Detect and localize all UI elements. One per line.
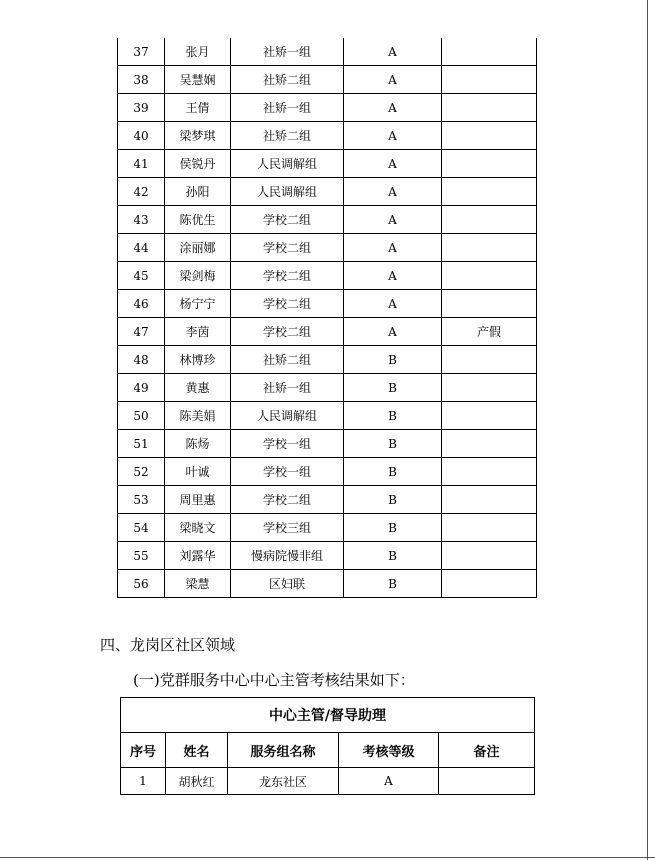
cell-name: 李茵	[165, 318, 231, 346]
cell-grade: B	[344, 346, 442, 374]
cell-grade: A	[344, 122, 442, 150]
table-row	[118, 150, 537, 178]
page-right-edge	[647, 0, 648, 860]
cell-grade: A	[344, 262, 442, 290]
cell-group: 慢病院慢非组	[231, 542, 344, 570]
cell-note	[442, 486, 537, 514]
table-row	[118, 178, 537, 206]
section-heading: 四、龙岗区社区领域	[100, 636, 236, 654]
table-row	[118, 318, 537, 346]
cell-no: 45	[118, 262, 165, 290]
table-row	[118, 262, 537, 290]
cell-group: 社矫二组	[231, 122, 344, 150]
cell-group: 学校二组	[231, 290, 344, 318]
cell-note	[442, 542, 537, 570]
cell-no: 52	[118, 458, 165, 486]
cell-group: 社矫一组	[231, 374, 344, 402]
cell-grade: B	[344, 514, 442, 542]
page-bottom-edge	[0, 857, 655, 858]
table-row	[121, 768, 535, 795]
cell-name: 叶诚	[165, 458, 231, 486]
cell-note	[442, 570, 537, 598]
cell-group: 社矫二组	[231, 346, 344, 374]
cell-group: 学校二组	[231, 262, 344, 290]
cell-grade: B	[344, 458, 442, 486]
cell-group: 区妇联	[231, 570, 344, 598]
cell-name: 陈炀	[165, 430, 231, 458]
cell-no: 55	[118, 542, 165, 570]
table-row	[118, 38, 537, 66]
cell-grade: A	[344, 290, 442, 318]
cell-no: 50	[118, 402, 165, 430]
table-row	[118, 570, 537, 598]
cell-grade: A	[339, 768, 439, 795]
cell-no: 53	[118, 486, 165, 514]
cell-no: 56	[118, 570, 165, 598]
cell-group: 学校二组	[231, 206, 344, 234]
cell-note	[442, 430, 537, 458]
cell-name: 孙阳	[165, 178, 231, 206]
cell-name: 陈美娟	[165, 402, 231, 430]
cell-no: 40	[118, 122, 165, 150]
cell-no: 1	[121, 768, 166, 795]
cell-grade: A	[344, 318, 442, 346]
cell-note	[442, 38, 537, 66]
cell-note	[442, 402, 537, 430]
cell-grade: B	[344, 430, 442, 458]
column-header-no: 序号	[121, 733, 166, 768]
column-header-grade: 考核等级	[339, 733, 439, 768]
table-row	[118, 94, 537, 122]
cell-name: 梁晓文	[165, 514, 231, 542]
cell-name: 梁梦琪	[165, 122, 231, 150]
cell-note	[442, 122, 537, 150]
cell-group: 人民调解组	[231, 178, 344, 206]
cell-no: 46	[118, 290, 165, 318]
cell-note	[442, 374, 537, 402]
cell-note	[442, 262, 537, 290]
table-row	[118, 486, 537, 514]
cell-grade: A	[344, 234, 442, 262]
cell-group: 学校二组	[231, 486, 344, 514]
column-header-name: 姓名	[166, 733, 228, 768]
cell-group: 学校三组	[231, 514, 344, 542]
cell-no: 49	[118, 374, 165, 402]
cell-note	[442, 66, 537, 94]
cell-grade: B	[344, 374, 442, 402]
table-row	[118, 66, 537, 94]
cell-no: 44	[118, 234, 165, 262]
cell-group: 人民调解组	[231, 402, 344, 430]
column-header-group: 服务组名称	[228, 733, 339, 768]
cell-name: 涂丽娜	[165, 234, 231, 262]
cell-name: 杨宁宁	[165, 290, 231, 318]
cell-name: 周里惠	[165, 486, 231, 514]
cell-no: 48	[118, 346, 165, 374]
cell-grade: B	[344, 486, 442, 514]
cell-grade: A	[344, 178, 442, 206]
cell-note	[442, 94, 537, 122]
cell-grade: A	[344, 38, 442, 66]
cell-grade: A	[344, 94, 442, 122]
table-row	[118, 402, 537, 430]
table-row	[118, 206, 537, 234]
cell-name: 胡秋红	[166, 768, 228, 795]
cell-group: 学校二组	[231, 318, 344, 346]
cell-name: 林博珍	[165, 346, 231, 374]
table-title: 中心主管/督导助理	[121, 698, 535, 733]
table-row	[118, 122, 537, 150]
cell-name: 梁剑梅	[165, 262, 231, 290]
table-row	[118, 346, 537, 374]
table-row	[118, 374, 537, 402]
cell-note	[442, 150, 537, 178]
cell-no: 43	[118, 206, 165, 234]
cell-note	[442, 206, 537, 234]
cell-no: 41	[118, 150, 165, 178]
cell-note	[442, 514, 537, 542]
table-row	[118, 234, 537, 262]
cell-name: 王倩	[165, 94, 231, 122]
cell-note: 产假	[442, 318, 537, 346]
cell-no: 39	[118, 94, 165, 122]
cell-group: 学校二组	[231, 234, 344, 262]
table-row	[118, 458, 537, 486]
cell-group: 学校一组	[231, 458, 344, 486]
assessment-table-continued	[117, 38, 537, 598]
cell-grade: A	[344, 66, 442, 94]
cell-group: 学校一组	[231, 430, 344, 458]
cell-group: 社矫二组	[231, 66, 344, 94]
cell-no: 54	[118, 514, 165, 542]
cell-note	[442, 234, 537, 262]
table-row	[118, 542, 537, 570]
cell-grade: B	[344, 570, 442, 598]
cell-no: 51	[118, 430, 165, 458]
cell-grade: B	[344, 542, 442, 570]
cell-name: 黄惠	[165, 374, 231, 402]
table-row	[118, 430, 537, 458]
subsection-heading: (一)党群服务中心中心主管考核结果如下：	[133, 671, 415, 689]
cell-grade: A	[344, 206, 442, 234]
cell-name: 梁慧	[165, 570, 231, 598]
cell-name: 陈优生	[165, 206, 231, 234]
table-row	[118, 514, 537, 542]
cell-note	[442, 346, 537, 374]
cell-note	[439, 768, 535, 795]
table-row	[118, 290, 537, 318]
cell-name: 吴慧娴	[165, 66, 231, 94]
cell-group: 人民调解组	[231, 150, 344, 178]
cell-group: 龙东社区	[228, 768, 339, 795]
cell-grade: A	[344, 150, 442, 178]
column-header-note: 备注	[439, 733, 535, 768]
cell-name: 侯锐丹	[165, 150, 231, 178]
cell-note	[442, 290, 537, 318]
cell-note	[442, 458, 537, 486]
cell-no: 42	[118, 178, 165, 206]
cell-no: 38	[118, 66, 165, 94]
cell-group: 社矫一组	[231, 94, 344, 122]
cell-name: 刘露华	[165, 542, 231, 570]
supervisor-assessment-table	[120, 697, 535, 795]
cell-grade: B	[344, 402, 442, 430]
cell-name: 张月	[165, 38, 231, 66]
cell-no: 37	[118, 38, 165, 66]
cell-note	[442, 178, 537, 206]
cell-no: 47	[118, 318, 165, 346]
cell-group: 社矫一组	[231, 38, 344, 66]
